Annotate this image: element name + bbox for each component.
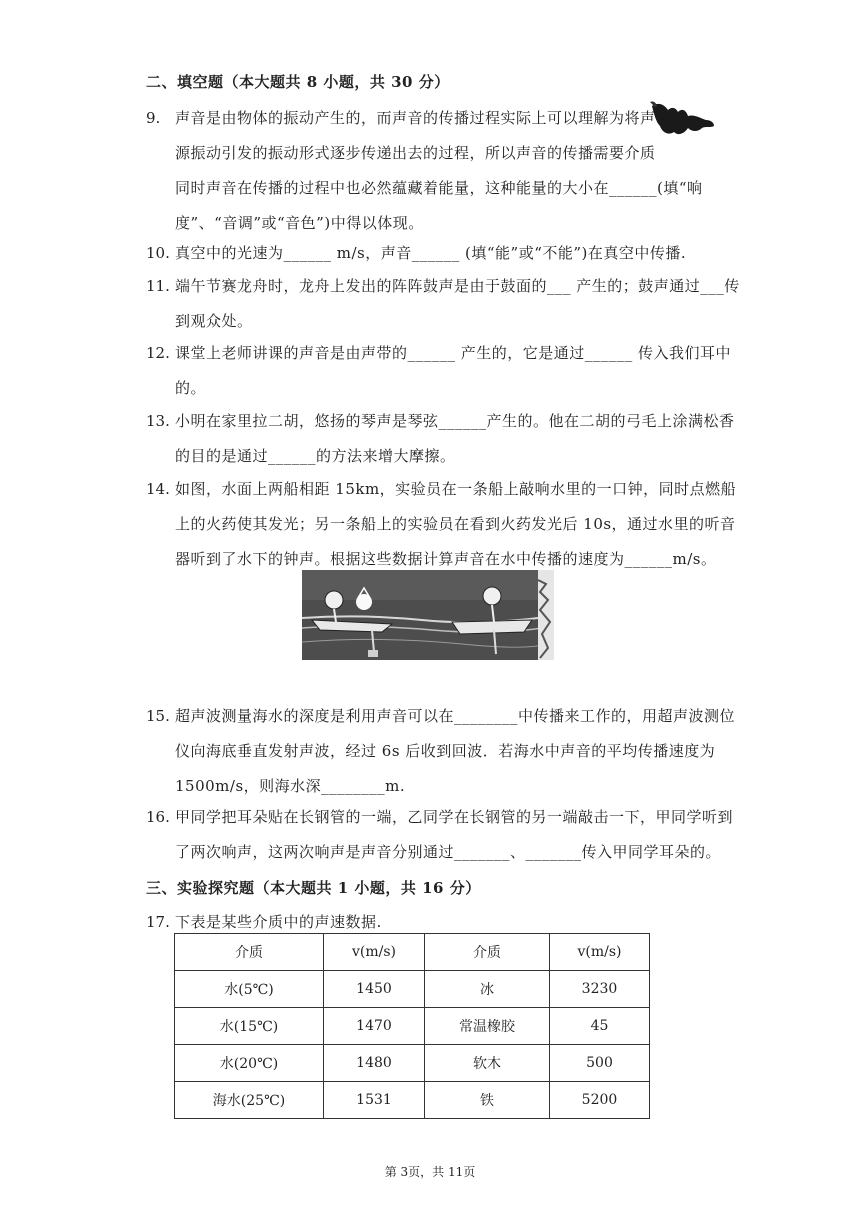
table-cell: 1470 — [324, 1008, 425, 1045]
question-10 — [146, 236, 716, 271]
table-row — [175, 1045, 650, 1082]
section-3-heading: 三、实验探究题（本大题共 1 小题，共 16 分） — [146, 879, 481, 897]
table-cell: 45 — [550, 1008, 650, 1045]
table-cell: 铁 — [425, 1082, 550, 1119]
question-line: 源振动引发的振动形式逐步传递出去的过程，所以声音的传播需要介质 — [175, 144, 656, 162]
question-number: 12. — [146, 344, 170, 362]
question-line: 小明在家里拉二胡，悠扬的琴声是琴弦______产生的。他在二胡的弓毛上涂满松香 — [175, 412, 735, 430]
question-15 — [146, 699, 736, 804]
question-number: 11. — [146, 277, 170, 295]
page-footer: 第 3页，共 11页 — [384, 1165, 476, 1179]
table-cell: 500 — [550, 1045, 650, 1082]
question-number: 15. — [146, 707, 170, 725]
table-cell: 冰 — [425, 971, 550, 1008]
table-header-cell: v(m/s) — [324, 934, 425, 971]
section-2-heading: 二、填空题（本大题共 8 小题，共 30 分） — [146, 73, 450, 91]
question-line: 度”、“音调”或“音色”)中得以体现。 — [175, 214, 424, 232]
table-row — [175, 971, 650, 1008]
question-11 — [146, 269, 740, 339]
table-row — [175, 1008, 650, 1045]
question-line: 课堂上老师讲课的声音是由声带的______ 产生的，它是通过______ 传入我们耳中 — [175, 344, 732, 362]
question-line: 到观众处。 — [175, 312, 253, 330]
question-line: 甲同学把耳朵贴在长钢管的一端，乙同学在长钢管的另一端敲击一下，甲同学听到 — [175, 808, 734, 826]
question-line: 端午节赛龙舟时，龙舟上发出的阵阵鼓声是由于鼓面的___ 产生的；鼓声通过___传 — [175, 277, 740, 295]
question-13 — [146, 404, 735, 474]
table-cell: 海水(25℃) — [175, 1082, 324, 1119]
question-line: 了两次响声，这两次响声是声音分别通过_______、_______传入甲同学耳朵的。 — [175, 843, 722, 861]
question-line: 器听到了水下的钟声。根据这些数据计算声音在水中传播的速度为______m/s。 — [175, 550, 717, 568]
question-16 — [146, 800, 734, 870]
two-boats-figure — [302, 570, 554, 660]
question-number: 14. — [146, 480, 170, 498]
question-14 — [146, 472, 737, 577]
question-line: 声音是由物体的振动产生的，而声音的传播过程实际上可以理解为将声 — [175, 109, 656, 127]
question-line: 同时声音在传播的过程中也必然蕴藏着能量，这种能量的大小在______(填“响 — [175, 179, 703, 197]
table-cell: 水(5℃) — [175, 971, 324, 1008]
question-line: 仪向海底垂直发射声波，经过 6s 后收到回波．若海水中声音的平均传播速度为 — [175, 742, 716, 760]
question-line: 上的火药使其发光；另一条船上的实验员在看到火药发光后 10s，通过水里的听音 — [175, 515, 736, 533]
question-line: 的。 — [175, 379, 207, 397]
question-line: 超声波测量海水的深度是利用声音可以在________中传播来工作的，用超声波测位 — [175, 707, 736, 725]
table-cell: 水(20℃) — [175, 1045, 324, 1082]
question-line: 真空中的光速为______ m/s，声音______ (填“能”或“不能”)在真空中传播. — [175, 244, 687, 262]
table-header-cell: 介质 — [425, 934, 550, 971]
table-header-cell: v(m/s) — [550, 934, 650, 971]
question-line: 1500m/s，则海水深________m. — [175, 777, 406, 795]
question-number: 9. — [146, 109, 161, 127]
question-number: 17. — [146, 913, 170, 931]
question-line: 如图，水面上两船相距 15km，实验员在一条船上敲响水里的一口钟，同时点燃船 — [175, 480, 737, 498]
question-number: 16. — [146, 808, 170, 826]
table-cell: 软木 — [425, 1045, 550, 1082]
table-cell: 1450 — [324, 971, 425, 1008]
table-cell: 1480 — [324, 1045, 425, 1082]
question-number: 10. — [146, 244, 170, 262]
table-row — [175, 1082, 650, 1119]
table-header-cell: 介质 — [175, 934, 324, 971]
table-cell: 3230 — [550, 971, 650, 1008]
table-cell: 水(15℃) — [175, 1008, 324, 1045]
sound-speed-table — [174, 933, 650, 1119]
table-cell: 1531 — [324, 1082, 425, 1119]
question-12 — [146, 336, 732, 406]
table-cell: 常温橡胶 — [425, 1008, 550, 1045]
table-cell: 5200 — [550, 1082, 650, 1119]
question-number: 13. — [146, 412, 170, 430]
question-9 — [146, 101, 716, 241]
question-line: 下表是某些介质中的声速数据. — [175, 913, 382, 931]
table-header-row — [175, 934, 650, 971]
question-line: 的目的是通过______的方法来增大摩擦。 — [175, 447, 456, 465]
